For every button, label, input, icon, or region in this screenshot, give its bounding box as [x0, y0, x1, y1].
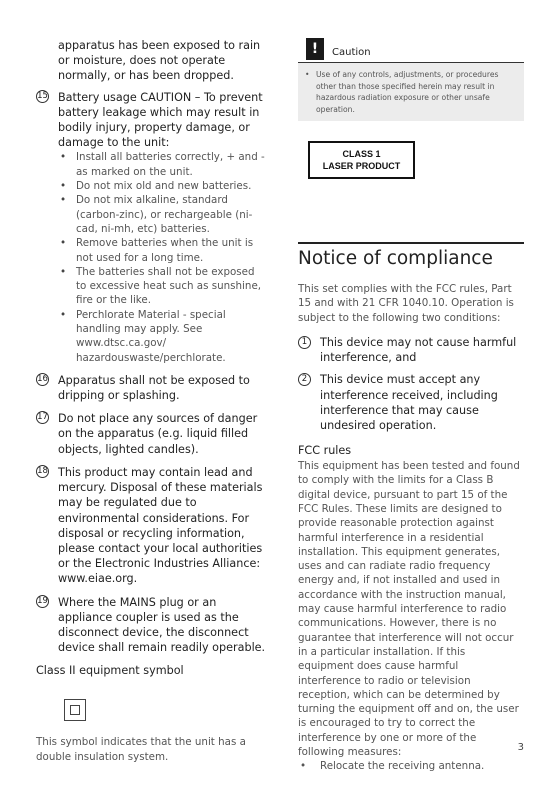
compliance-body [298, 282, 524, 774]
condition-item-2 [298, 372, 524, 433]
caution-label: Caution [332, 47, 371, 58]
fcc-rules-title: FCC rules [298, 444, 352, 458]
laser-label-line2: LASER PRODUCT [322, 161, 401, 171]
caution-text: • Use of any controls, adjustments, or procedures other than those specified herein may result in hazardous radiation exposure or other unsafe operation. [304, 69, 516, 115]
caution-header [298, 38, 524, 60]
item-number-badge: 17 [37, 412, 48, 423]
warning-icon: ! [306, 38, 324, 60]
condition-item-1 [298, 335, 524, 365]
list-item: • Do not mix old and new batteries. [58, 179, 268, 193]
list-item: • The batteries shall not be exposed to excessive heat such as sunshine, fire or the like. [58, 265, 268, 308]
condition-text: This device may not cause harmful interference, and [320, 335, 517, 365]
page-number: 3 [517, 742, 524, 753]
item-number-badge: 15 [37, 90, 48, 101]
safety-item-17 [36, 411, 268, 457]
class2-description: This symbol indicates that the unit has a double insulation system. [36, 736, 246, 763]
battery-bullet-list [58, 150, 268, 364]
intro-text: This set complies with the FCC rules, Part 15 and with 21 CFR 1040.10. Operation is subject to the following two conditions: [298, 283, 514, 324]
class2-title: Class II equipment symbol [36, 664, 184, 678]
item-number-badge: 19 [37, 595, 48, 606]
safety-item-16 [36, 373, 268, 403]
continuation-text: apparatus has been exposed to rain or moisture, does not operate normally, or has been dropped. [58, 39, 261, 83]
fcc-rules-text: This equipment has been tested and found to comply with the limits for a Class B digital device, pursuant to part 15 of the FCC Rules. These limits are designed to provide reasonable protection against harmful interference in a residential installation. This equipment generates, uses and can radiate radio frequency energy and, if not installed and used in accordance with the instruction manual, may cause harmful interference to radio communications. However, there is no guarantee that interference will not occur in a particular installation. If this equipment does cause harmful interference to radio or television reception, which can be determined by turning the equipment off and on, the user is encouraged to try to correct the interference by one or more of the following measures: [298, 460, 520, 759]
condition-number-badge: 1 [298, 336, 311, 349]
item-number-badge: 18 [37, 465, 48, 476]
left-column [36, 38, 268, 764]
laser-label-line1: CLASS 1 [342, 149, 381, 159]
section-heading: Notice of compliance [298, 248, 493, 269]
safety-item-19 [36, 595, 268, 656]
double-square-icon [64, 699, 86, 721]
item-text: Battery usage CAUTION – To prevent battery leakage which may result in bodily injury, property damage, or damage to the unit: [58, 90, 263, 150]
item-text: Do not place any sources of danger on the apparatus (e.g. liquid filled objects, lighted candles). [58, 412, 258, 456]
list-item: • Remove batteries when the unit is not used for a long time. [58, 236, 268, 265]
list-item: • Relocate the receiving antenna. [298, 759, 524, 773]
safety-item-15 [36, 90, 268, 365]
condition-number-badge: 2 [298, 373, 311, 386]
item-text: Apparatus shall not be exposed to dripping or splashing. [58, 373, 250, 403]
safety-item-18 [36, 465, 268, 587]
laser-product-label [308, 141, 415, 179]
heading-divider [298, 242, 524, 244]
item-text: Where the MAINS plug or an appliance coupler is used as the disconnect device, the disconnect device shall remain readily operable. [58, 595, 266, 655]
list-item: • Do not mix alkaline, standard (carbon-zinc), or rechargeable (ni-cad, ni-mh, etc) batteries. [58, 193, 268, 236]
condition-text: This device must accept any interference received, including interference that may cause undesired operation. [320, 373, 498, 432]
item-text: This product may contain lead and mercury. Disposal of these materials may be regulated due to environmental considerations. For disposal or recycling information, please contact your local authorities or the Electronic Industries Alliance: www.eiae.org. [58, 465, 263, 586]
right-column [298, 38, 524, 773]
item-number-badge: 16 [37, 373, 48, 384]
caution-box [298, 63, 524, 121]
list-item: • Install all batteries correctly, + and - as marked on the unit. [58, 150, 268, 179]
list-item: • Perchlorate Material - special handling may apply. See www.dtsc.ca.gov/ hazardouswaste/perchlorate. [58, 308, 268, 365]
